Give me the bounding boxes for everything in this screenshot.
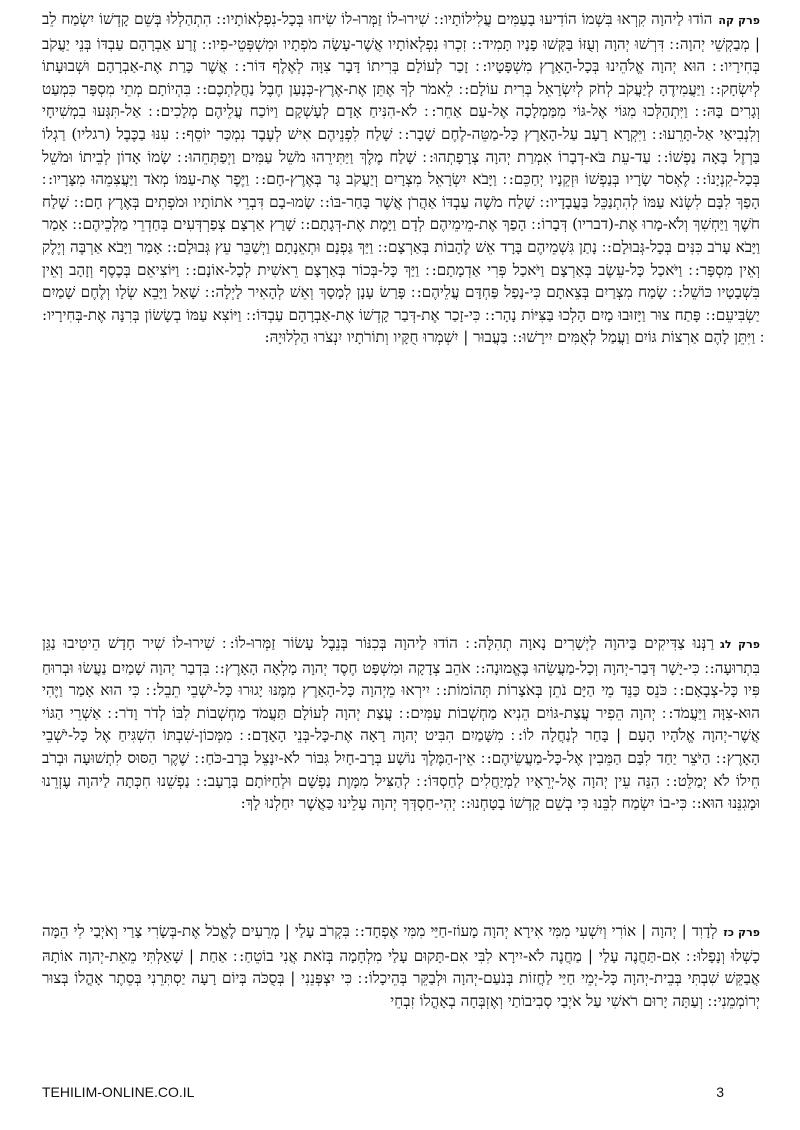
page-number: 3	[716, 1084, 724, 1100]
site-url: TEHILIM-ONLINE.CO.IL	[42, 1084, 195, 1100]
chapter-block	[42, 8, 760, 620]
chapter-text: רַנְּנוּ צַדִּיקִים בַּיהוָה לַיְשָׁרִים נָאוָה תְהִלָּה: ׃ הוֹדוּ לַיהוָה בְּכִנּוֹר בְּנֵבֶל עָשׂוֹר זַמְּרוּ-לוֹ: ׃ שִׁירוּ-לוֹ שִׁיר חָדָשׁ הֵיטִיבוּ נַגֵּן בִּתְרוּעָה: ׃ כִּי-יָשָׁר דְּבַר-יְהוָה וְכָל-מַעֲשֵׂהוּ בֶּאֱמוּנָה: ׃ אֹהֵב צְדָקָה וּמִשְׁפָּט חֶסֶד יְהוָה מָלְאָה הָאָרֶץ: ׃ בִּדְבַר יְהוָה שָׁמַיִם נַעֲשׂוּ וּבְרוּחַ פִּיו כָּל-צְבָאָם: ׃ כֹּנֵס כַּנֵּד מֵי הַיָּם נֹתֵן בְּאֹצָרוֹת תְּהוֹמוֹת: ׃ יִירְאוּ מֵיְהוָה כָּל-הָאָרֶץ מִמֶּנּוּ יָגוּרוּ כָּל-יֹשְׁבֵי תֵבֵל: ׃ כִּי הוּא אָמַר וַיֶּהִי הוּא-צִוָּה וַיַּעֲמֹד: ׃ יְהוָה הֵפִיר עֲצַת-גּוֹיִם הֵנִיא מַחְשְׁבוֹת עַמִּים: ׃ עֲצַת יְהוָה לְעוֹלָם תַּעֲמֹד מַחְשְׁבוֹת לִבּוֹ לְדֹר וָדֹר: ׃ אַשְׁרֵי הַגּוֹי אֲשֶׁר-יְהוָה אֱלֹהָיו הָעָם | בָּחַר לְנַחֲלָה לוֹ: ׃ מִשָּׁמַיִם הִבִּיט יְהוָה רָאָה אֶת-כָּל-בְּנֵי הָאָדָם: ׃ מִמְּכוֹן-שִׁבְתּוֹ הִשְׁגִּיחַ אֶל כָּל-יֹשְׁבֵי הָאָרֶץ: ׃ הַיֹּצֵר יַחַד לִבָּם הַמֵּבִין אֶל-כָּל-מַעֲשֵׂיהֶם: ׃ אֵין-הַמֶּלֶךְ נוֹשָׁע בְּרָב-חָיִל גִּבּוֹר לֹא-יִנָּצֵל בְּרָב-כֹּחַ: ׃ שֶׁקֶר הַסּוּס לִתְשׁוּעָה וּבְרֹב חֵילוֹ לֹא יְמַלֵּט: ׃ הִנֵּה עֵין יְהוָה אֶל-יְרֵאָיו לַמְיַחֲלִים לְחַסְדּוֹ: ׃ לְהַצִּיל מִמָּוֶת נַפְשָׁם וּלְחַיּוֹתָם בָּרָעָב: ׃ נַפְשֵׁנוּ חִכְּתָה לַיהוָה עֶזְרֵנוּ וּמָגִנֵּנוּ הוּא: ׃ כִּי-בוֹ יִשְׂמַח לִבֵּנוּ כִּי בְשֵׁם קָדְשׁוֹ בָטָחְנוּ: ׃ יְהִי-חַסְדְּךָ יְהוָה עָלֵינוּ כַּאֲשֶׁר יִחַלְנוּ לָךְ:	[42, 634, 760, 813]
page-content	[42, 8, 760, 1072]
chapter-label: פרק כז	[723, 926, 760, 939]
chapter-block	[42, 632, 760, 908]
chapter-label: פרק לג	[719, 638, 760, 651]
chapter-text: הוֹדוּ לַיהוָה קִרְאוּ בִּשְׁמוֹ הוֹדִיעוּ בָעַמִּים עֲלִילוֹתָיו: ׃ שִׁירוּ-לוֹ זַמְּרוּ-לוֹ שִׂיחוּ בְּכָל-נִפְלְאוֹתָיו: ׃ הִתְהַלְלוּ בְּשֵׁם קָדְשׁוֹ יִשְׂמַח לֵב | מְבַקְשֵׁי יְהוָה: ׃ דִּרְשׁוּ יְהוָה וְעֻזּוֹ בַּקְּשׁוּ פָנָיו תָּמִיד: ׃ זִכְרוּ נִפְלְאוֹתָיו אֲשֶׁר-עָשָׂה מֹפְתָיו וּמִשְׁפְּטֵי-פִיו: ׃ זֶרַע אַבְרָהָם עַבְדּוֹ בְּנֵי יַעֲקֹב בְּחִירָיו: ׃ הוּא יְהוָה אֱלֹהֵינוּ בְּכָל-הָאָרֶץ מִשְׁפָּטָיו: ׃ זָכַר לְעוֹלָם בְּרִיתוֹ דָּבָר צִוָּה לְאֶלֶף דּוֹר: ׃ אֲשֶׁר כָּרַת אֶת-אַבְרָהָם וּשְׁבוּעָתוֹ לְיִשְׂחָק: ׃ וַיַּעֲמִידֶהָ לְיַעֲקֹב לְחֹק לְיִשְׂרָאֵל בְּרִית עוֹלָם: ׃ לֵאמֹר לְךָ אֶתֵּן אֶת-אֶרֶץ-כְּנָעַן חֶבֶל נַחֲלַתְכֶם: ׃ בִּהְיוֹתָם מְתֵי מִסְפָּר כִּמְעַט וְגָרִים בָּהּ: ׃ וַיִּתְהַלְּכוּ מִגּוֹי אֶל-גּוֹי מִמַּמְלָכָה אֶל-עַם אַחֵר: ׃ לֹא-הִנִּיחַ אָדָם לְעָשְׁקָם וַיּוֹכַח עֲלֵיהֶם מְלָכִים: ׃ אַל-תִּגְּעוּ בִמְשִׁיחָי וְלִנְבִיאַי אַל-תָּרֵעוּ: ׃ וַיִּקְרָא רָעָב עַל-הָאָרֶץ כָּל-מַטֵּה-לֶחֶם שָׁבָר: ׃ שָׁלַח לִפְנֵיהֶם אִישׁ לְעֶבֶד נִמְכַּר יוֹסֵף: ׃ עִנּוּ בַכֶּבֶל (רגליו) רַגְלוֹ בַּרְזֶל בָּאָה נַפְשׁוֹ: ׃ עַד-עֵת בֹּא-דְבָרוֹ אִמְרַת יְהוָה צְרָפָתְהוּ: ׃ שָׁלַח מֶלֶךְ וַיַּתִּירֵהוּ מֹשֵׁל עַמִּים וַיְפַתְּחֵהוּ: ׃ שָׂמוֹ אָדוֹן לְבֵיתוֹ וּמֹשֵׁל בְּכָל-קִנְיָנוֹ: ׃ לֶאְסֹר שָׂרָיו בְּנַפְשׁוֹ וּזְקֵנָיו יְחַכֵּם: ׃ וַיָּבֹא יִשְׂרָאֵל מִצְרָיִם וְיַעֲקֹב גָּר בְּאֶרֶץ-חָם: ׃ וַיֶּפֶר אֶת-עַמּוֹ מְאֹד וַיַּעֲצִמֵהוּ מִצָּרָיו: ׃ הָפַךְ לִבָּם לִשְׂנֹא עַמּוֹ לְהִתְנַכֵּל בַּעֲבָדָיו: ׃ שָׁלַח מֹשֶׁה עַבְדּוֹ אַהֲרֹן אֲשֶׁר בָּחַר-בּוֹ: ׃ שָׂמוּ-בָם דִּבְרֵי אֹתוֹתָיו וּמֹפְתִים בְּאֶרֶץ חָם: ׃ שָׁלַח חֹשֶׁךְ וַיַּחְשִׁךְ וְלֹא-מָרוּ אֶת-(דבריו) דְּבָרוֹ: ׃ הָפַךְ אֶת-מֵימֵיהֶם לְדָם וַיָּמֶת אֶת-דְּגָתָם: ׃ שָׁרַץ אַרְצָם צְפַרְדְּעִים בְּחַדְרֵי מַלְכֵיהֶם: ׃ אָמַר וַיָּבֹא עָרֹב כִּנִּים בְּכָל-גְּבוּלָם: ׃ נָתַן גִּשְׁמֵיהֶם בָּרָד אֵשׁ לֶהָבוֹת בְּאַרְצָם: ׃ וַיַּךְ גַּפְנָם וּתְאֵנָתָם וַיְשַׁבֵּר עֵץ גְּבוּלָם: ׃ אָמַר וַיָּבֹא אַרְבֶּה וְיֶלֶק וְאֵין מִסְפָּר: ׃ וַיֹּאכַל כָּל-עֵשֶׂב בְּאַרְצָם וַיֹּאכַל פְּרִי אַדְמָתָם: ׃ וַיַּךְ כָּל-בְּכוֹר בְּאַרְצָם רֵאשִׁית לְכָל-אוֹנָם: ׃ וַיּוֹצִיאֵם בְּכֶסֶף וְזָהָב וְאֵין בִּשְׁבָטָיו כּוֹשֵׁל: ׃ שָׂמַח מִצְרַיִם בְּצֵאתָם כִּי-נָפַל פַּחְדָּם עֲלֵיהֶם: ׃ פָּרַשׂ עָנָן לְמָסָךְ וְאֵשׁ לְהָאִיר לָיְלָה: ׃ שָׁאַל וַיָּבֵא שְׂלָו וְלֶחֶם שָׁמַיִם יַשְׂבִּיעֵם: ׃ פָּתַח צוּר וַיָּזוּבוּ מָיִם הָלְכוּ בַּצִּיּוֹת נָהָר: ׃ כִּי-זָכַר אֶת-דְּבַר קָדְשׁוֹ אֶת-אַבְרָהָם עַבְדּוֹ: ׃ וַיּוֹצִא עַמּוֹ בְשָׂשׂוֹן בְּרִנָּה אֶת-בְּחִירָיו: ׃ וַיִּתֵּן לָהֶם אַרְצוֹת גּוֹיִם וַעֲמַל לְאֻמִּים יִירָשׁוּ: ׃ בַּעֲבוּר | יִשְׁמְרוּ חֻקָּיו וְתוֹרֹתָיו יִנְצֹרוּ הַלְלוּיָהּ:	[42, 10, 760, 347]
chapter-label: פרק קה	[718, 14, 760, 27]
chapter-text: לְדָוִד | יְהוָה | אוֹרִי וְיִשְׁעִי מִמִּי אִירָא יְהוָה מָעוֹז-חַיַּי מִמִּי אֶפְחָד: ׃ בִּקְרֹב עָלַי | מְרֵעִים לֶאֱכֹל אֶת-בְּשָׂרִי צָרַי וְאֹיְבַי לִי הֵמָּה כָשְׁלוּ וְנָפָלוּ: ׃ אִם-תַּחֲנֶה עָלַי | מַחֲנֶה לֹא-יִירָא לִבִּי אִם-תָּקוּם עָלַי מִלְחָמָה בְּזֹאת אֲנִי בוֹטֵחַ: ׃ אַחַת | שָׁאַלְתִּי מֵאֵת-יְהוָה אוֹתָהּ אֲבַקֵּשׁ שִׁבְתִּי בְּבֵית-יְהוָה כָּל-יְמֵי חַיַּי לַחֲזוֹת בְּנֹעַם-יְהוָה וּלְבַקֵּר בְּהֵיכָלוֹ: ׃ כִּי יִצְפְּנֵנִי | בְּסֻכֹּה בְּיוֹם רָעָה יַסְתִּרֵנִי בְּסֵתֶר אָהֳלוֹ בְּצוּר יְרוֹמְמֵנִי: ׃ וְעַתָּה יָרוּם רֹאשִׁי עַל אֹיְבַי סְבִיבוֹתַי וְאֶזְבְּחָה בְאָהֳלוֹ זִבְחֵי	[42, 922, 760, 1010]
chapter-block	[42, 920, 760, 1060]
